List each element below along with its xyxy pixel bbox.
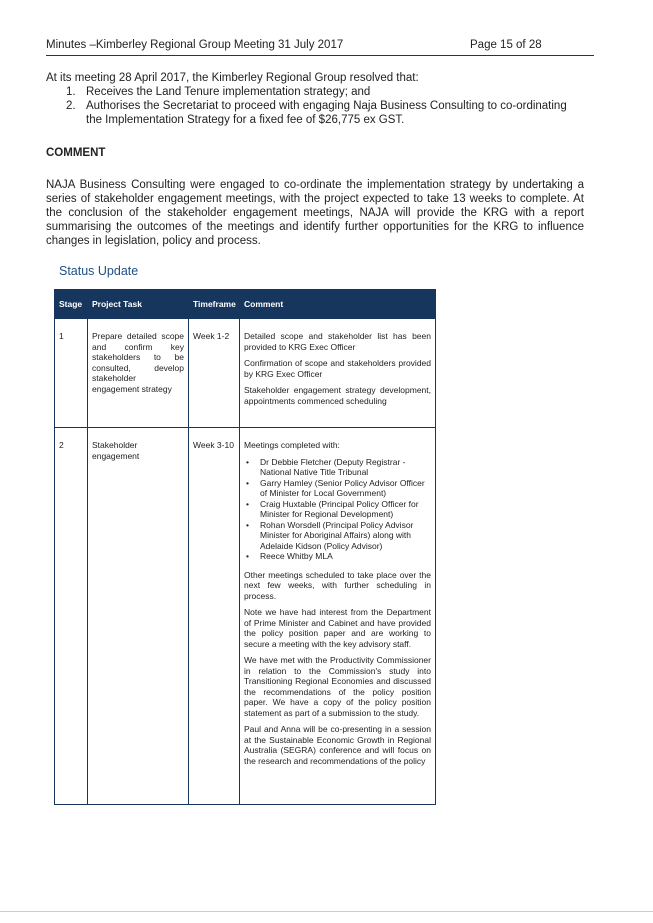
comment-text: Detailed scope and stakeholder list has been provided to KRG Exec Officer <box>244 331 431 352</box>
comment-text: Stakeholder engagement strategy development, appointments commenced scheduling <box>244 385 431 406</box>
document-title: Minutes –Kimberley Regional Group Meeting 31 July 2017 <box>46 39 344 51</box>
list-item: • Dr Debbie Fletcher (Deputy Registrar - National Native Title Tribunal <box>258 457 431 478</box>
list-item-text: Authorises the Secretariat to proceed with engaging Naja Business Consulting to co-ordinating the Implementation Strategy for a fixed fee of $26,775 ex GST. <box>86 100 567 126</box>
comment-paragraph: NAJA Business Consulting were engaged to co-ordinate the implementation strategy by undertaking a series of stakeholder engagement meetings, with the project expected to take 13 weeks to complete. At the conclusion of the stakeholder engagement meetings, NAJA will provide the KRG with a report summarising the outcomes of the meetings and identify further opportunities for the KRG to influence changes in legislation, policy and process. <box>46 179 584 247</box>
task-cell: Stakeholder engagement <box>88 428 189 805</box>
comment-text: We have met with the Productivity Commissioner in relation to the Commission's study into Transitioning Regional Economies and discussed the recommendations of the policy position paper. We have a copy of the policy position statement as part of a submission to the study. <box>244 655 431 718</box>
status-update-title: Status Update <box>59 264 139 278</box>
comment-heading: COMMENT <box>46 147 106 159</box>
list-item: • Reece Whitby MLA <box>258 551 431 562</box>
timeframe-cell: Week 1-2 <box>189 319 240 428</box>
table-header-row <box>55 290 436 319</box>
footer-divider <box>0 911 653 912</box>
table-row <box>55 428 436 805</box>
meetings-intro: Meetings completed with: <box>244 440 340 450</box>
column-header-task: Project Task <box>88 290 189 319</box>
page-number: Page 15 of 28 <box>470 39 542 51</box>
comment-cell <box>240 319 436 428</box>
list-item: • Garry Hamley (Senior Policy Advisor Officer of Minister for Local Government) <box>258 478 431 499</box>
comment-text: Paul and Anna will be co-presenting in a session at the Sustainable Economic Growth in Regional Australia (SEGRA) conference and will focus on the research and recommendations of the policy <box>244 724 431 766</box>
meetings-list <box>244 457 431 562</box>
column-header-comment: Comment <box>240 290 436 319</box>
table-row <box>55 319 436 428</box>
column-header-timeframe: Timeframe <box>189 290 240 319</box>
list-number: 2. <box>66 100 76 112</box>
comment-text: Confirmation of scope and stakeholders provided by KRG Exec Officer <box>244 358 431 379</box>
stage-cell: 1 <box>55 319 88 428</box>
list-number: 1. <box>66 86 76 98</box>
status-table <box>54 289 436 805</box>
list-item: • Rohan Worsdell (Principal Policy Advisor Minister for Aboriginal Affairs) along with Adelaide Kidson (Policy Advisor) <box>258 520 431 552</box>
page-header <box>46 38 594 56</box>
list-item <box>64 85 584 99</box>
timeframe-cell: Week 3-10 <box>189 428 240 805</box>
list-item-text: Receives the Land Tenure implementation strategy; and <box>86 86 371 98</box>
comment-text: Other meetings scheduled to take place over the next few weeks, with further scheduling in process. <box>244 569 431 601</box>
intro-paragraph: At its meeting 28 April 2017, the Kimberley Regional Group resolved that: <box>46 72 419 84</box>
comment-cell <box>240 428 436 805</box>
list-item <box>64 99 584 127</box>
stage-cell: 2 <box>55 428 88 805</box>
list-item: • Craig Huxtable (Principal Policy Officer for Minister for Regional Development) <box>258 499 431 520</box>
task-cell: Prepare detailed scope and confirm key stakeholders to be consulted, develop stakeholder engagement strategy <box>88 319 189 428</box>
resolution-list <box>64 85 584 127</box>
comment-text: Note we have had interest from the Department of Prime Minister and Cabinet and have provided the policy position paper and are working to secure a meeting with the key advisory staff. <box>244 607 431 649</box>
column-header-stage: Stage <box>55 290 88 319</box>
